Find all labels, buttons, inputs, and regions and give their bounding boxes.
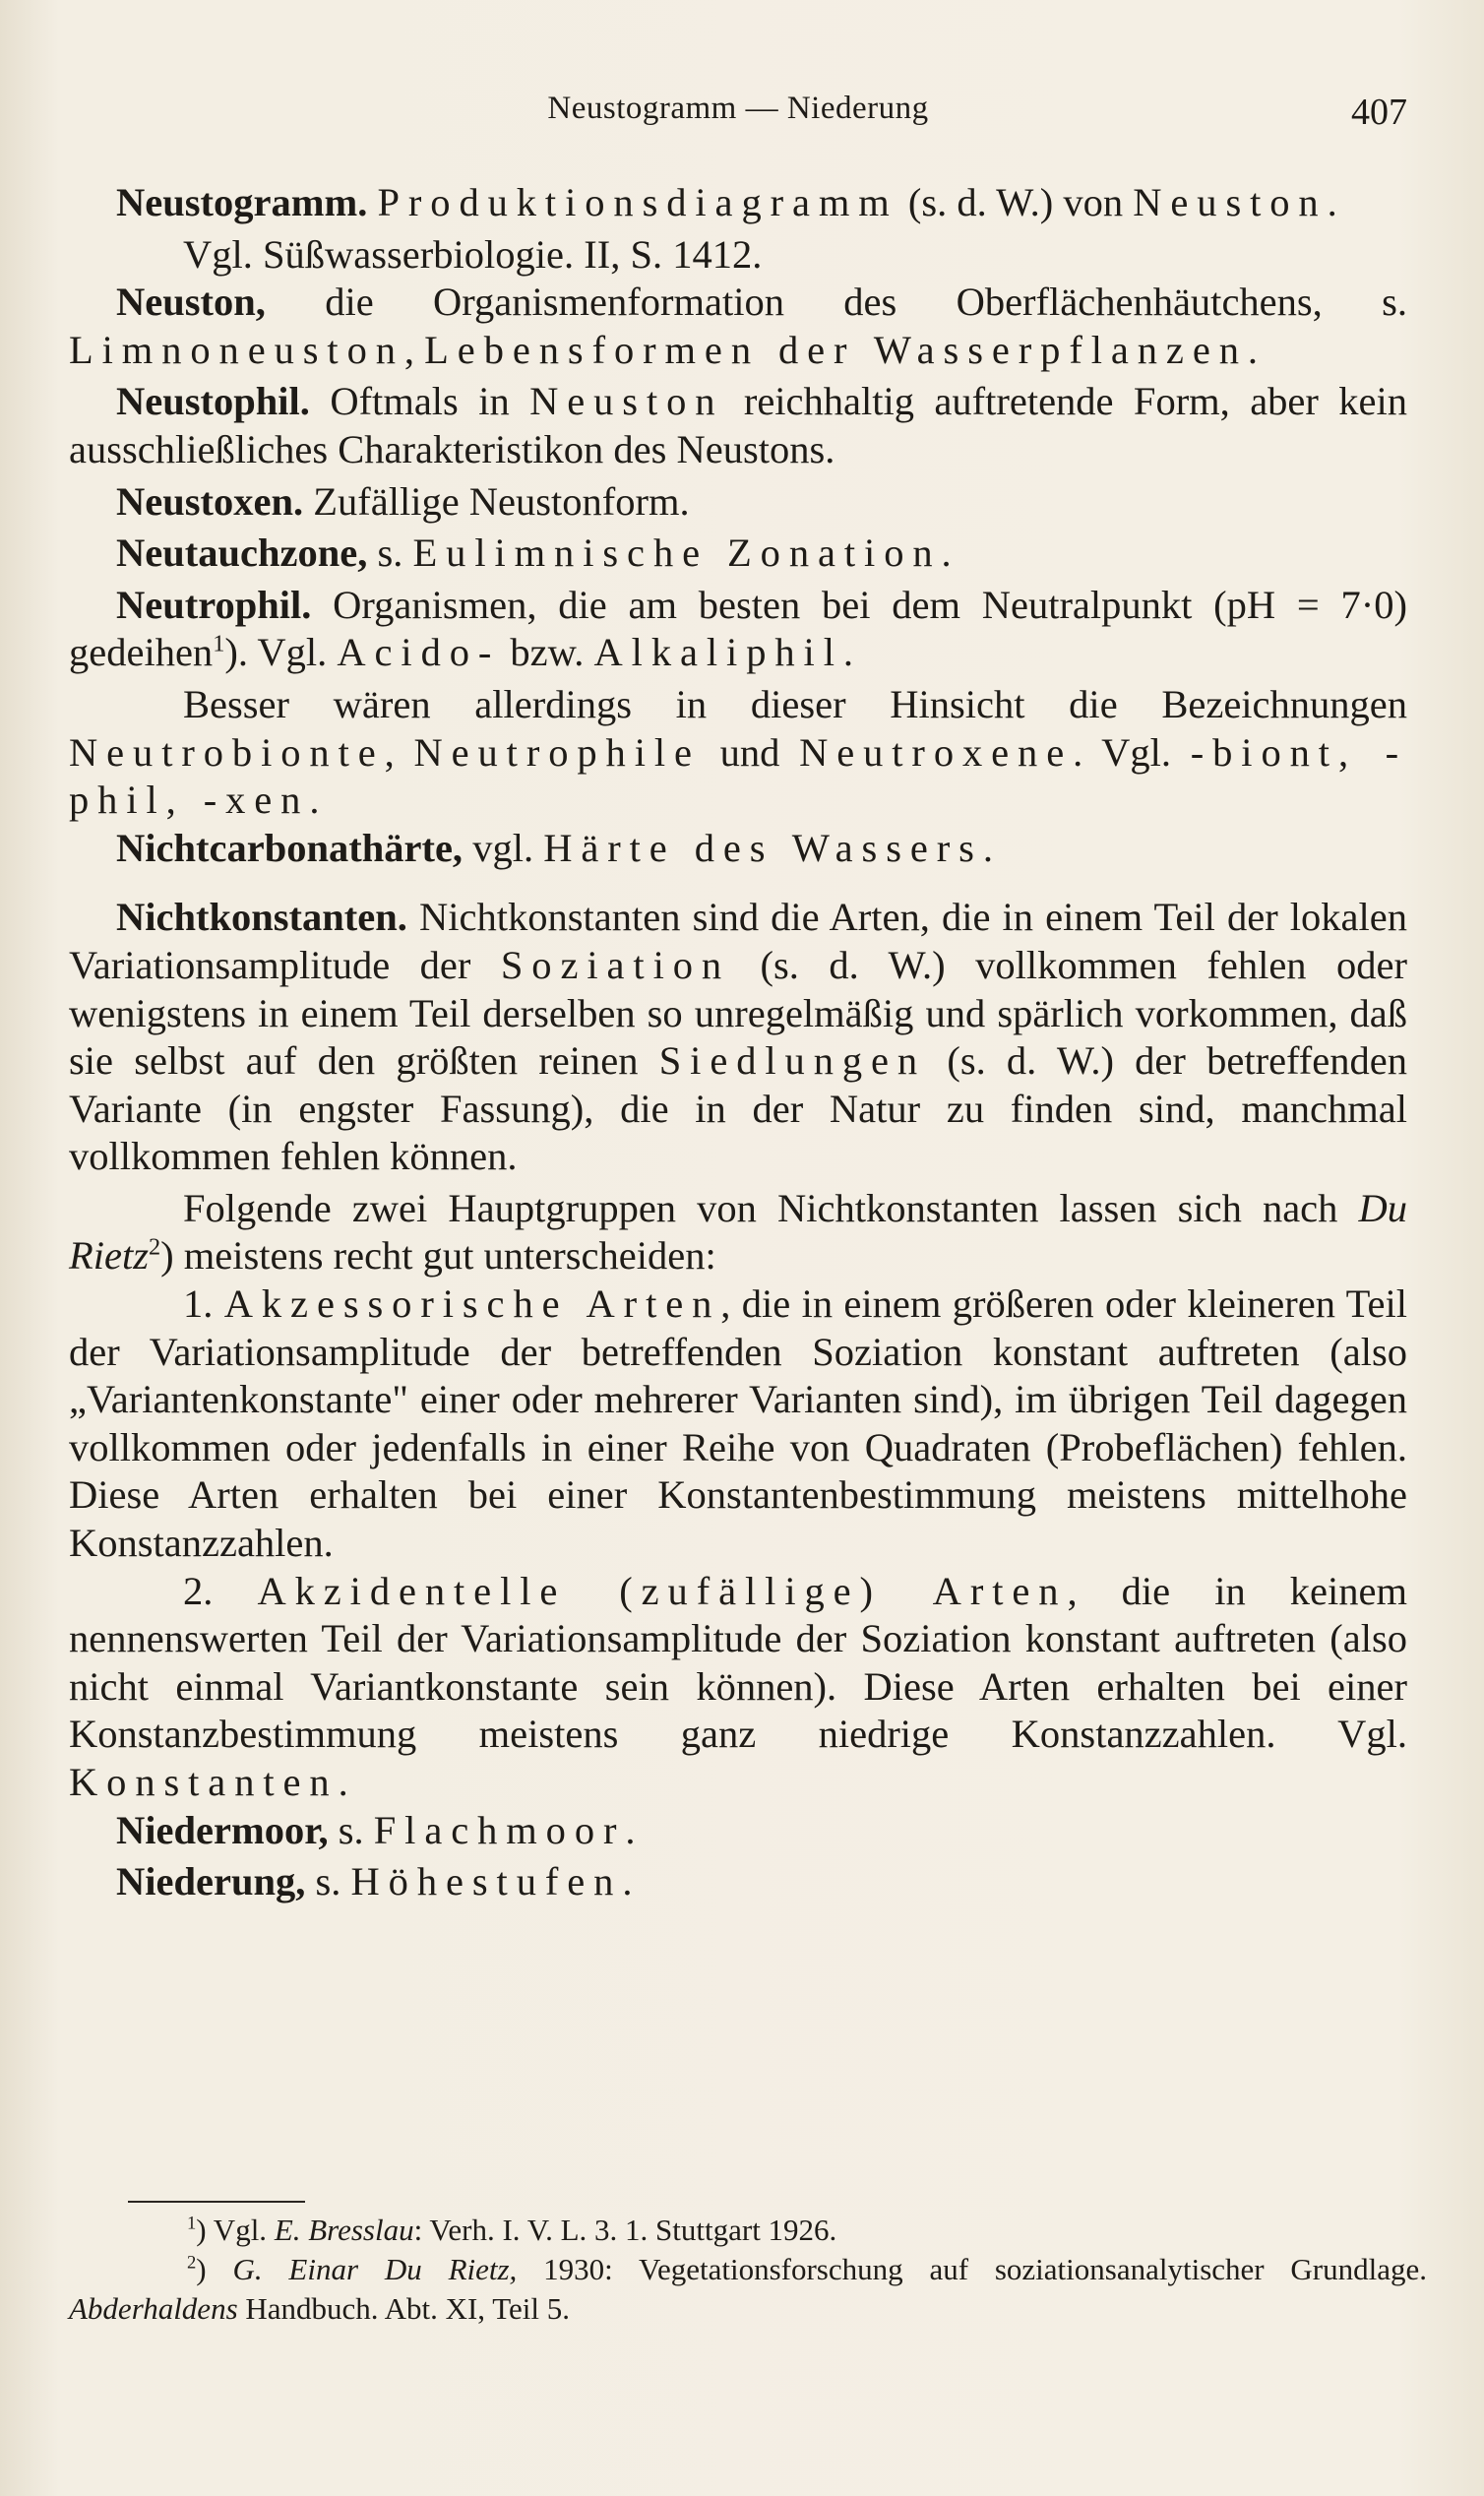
entry-head: Neustophil.	[116, 379, 310, 424]
entry-text: ,	[384, 729, 414, 775]
spaced-reference: Soziation	[500, 942, 731, 987]
entry-nichtcarbonathaerte	[69, 825, 1407, 873]
entry-neustoxen	[69, 478, 1407, 527]
author-name: Du Rietz	[69, 1185, 1407, 1279]
footnote-divider	[128, 2201, 305, 2203]
entry-head: Niedermoor,	[116, 1807, 329, 1852]
footnote-1	[69, 2211, 1427, 2250]
entry-text	[367, 180, 377, 224]
spaced-reference: Eulimnische Zonation	[412, 530, 942, 576]
footnote-text: )	[196, 2252, 233, 2286]
footnote-marker: 1	[213, 630, 225, 657]
footnote-mark: 2	[187, 2252, 197, 2274]
entry-continuation	[69, 681, 1407, 825]
author-name: G. Einar Du Rietz,	[232, 2252, 518, 2286]
entry-text: ,	[403, 327, 425, 372]
entry-niederung	[69, 1858, 1407, 1906]
entry-continuation	[69, 1185, 1407, 1280]
footnote-mark: 1	[187, 2213, 197, 2234]
entry-text: und	[700, 729, 800, 775]
entry-head: Niederung,	[116, 1859, 306, 1904]
entry-nichtkonstanten	[69, 894, 1407, 1181]
entry-neustogramm	[69, 179, 1407, 227]
footnote-text: 1930: Vegetationsforschung auf soziationsanalytischer Grundlage.	[517, 2252, 1428, 2286]
entry-neuston	[69, 279, 1407, 374]
entry-text: .	[1327, 180, 1337, 224]
entry-text: Folgende zwei Hauptgruppen von Nichtkonstanten lassen sich nach	[183, 1185, 1359, 1230]
entry-text: die Organismenformation des Oberflächenhäutchens, s.	[265, 280, 1407, 325]
entry-text: s.	[367, 530, 413, 576]
entry-text: Nichtkonstanten sind die Arten, die in einem Teil der lokalen Variationsamplitude der	[69, 895, 1407, 987]
entry-text: .	[842, 630, 853, 675]
entry-text: (s. d. W.) vollkommen fehlen oder wenigstens in einem Teil derselben so unregelmäßig und spärlich vorkommen, daß sie selbst auf den größten reinen	[69, 942, 1408, 1084]
entry-text: .	[622, 1859, 633, 1904]
entry-text: bzw.	[500, 630, 594, 675]
footnote-text: ) Vgl.	[196, 2213, 275, 2247]
dictionary-body	[69, 179, 1407, 1910]
entry-text: , die in keinem nennenswerten Teil der Variationsamplitude der Soziation konstant auftreten (also nicht einmal Variantkonstante sein können). Diese Arten erhalten bei einer Konstanzbestimmung meistens ganz niedrige Konstanzzahlen. Vgl.	[69, 1568, 1407, 1757]
spaced-reference: Siedlungen	[658, 1038, 927, 1084]
entry-head: Neustogramm.	[116, 180, 368, 224]
footnote-text: : Verh. I. V. L. 3. 1. Stuttgart 1926.	[413, 2213, 837, 2247]
entry-niedermoor	[69, 1807, 1407, 1855]
entry-neustophil	[69, 378, 1407, 473]
running-title: Neustogramm — Niederung	[547, 91, 929, 126]
entry-text: .	[1247, 327, 1258, 372]
entry-text: (s. d. W.) der betreffenden Variante (in engster Fassung), die in der Natur zu finden sind, manchmal vollkommen fehlen können.	[69, 1038, 1407, 1179]
entry-text: ) meistens recht gut unterscheiden:	[160, 1233, 716, 1279]
entry-head: Nichtcarbonathärte,	[116, 825, 464, 870]
footnotes	[69, 2211, 1427, 2329]
entry-text: .	[625, 1807, 636, 1852]
author-name: E. Bresslau	[274, 2213, 414, 2247]
entry-head: Neutauchzone,	[116, 530, 368, 576]
entry-text: 1.	[183, 1281, 224, 1327]
footnote-text: Handbuch. Abt. XI, Teil 5.	[237, 2291, 570, 2326]
entry-text: ). Vgl.	[224, 630, 338, 675]
spaced-reference: Höhestufen	[350, 1859, 623, 1904]
spaced-reference: Akzidentelle (zufällige) Arten	[257, 1568, 1068, 1613]
spaced-reference: Neutrophile	[413, 729, 701, 775]
spaced-reference: Neutrobionte	[69, 729, 385, 775]
list-item-akzessorisch	[69, 1280, 1407, 1568]
entry-text: Oftmals in	[309, 379, 530, 424]
entry-head: Neutrophil.	[116, 582, 312, 627]
footnote-2	[69, 2250, 1427, 2329]
entry-head: Neustoxen.	[116, 478, 304, 524]
entry-text: vgl.	[463, 825, 544, 870]
entry-text: Organismen, die am besten bei dem Neutralpunkt (pH = 7·0) gedeihen	[69, 582, 1407, 675]
spacer	[69, 876, 1407, 894]
entry-neutrophil	[69, 582, 1407, 677]
entry-text: .	[338, 1760, 348, 1804]
entry-text: Besser wären allerdings in dieser Hinsicht die Bezeichnungen	[183, 681, 1407, 726]
list-item-akzidentell	[69, 1568, 1407, 1807]
entry-text: .	[941, 530, 952, 576]
author-name: Abderhaldens	[69, 2291, 238, 2326]
spaced-reference: Flachmoor	[373, 1807, 626, 1852]
entry-text: (s. d. W.) von	[897, 180, 1134, 224]
entry-text: . Vgl.	[1073, 729, 1191, 775]
entry-text: , die in einem größeren oder kleineren Teil der Variationsamplitude der betreffenden Soziation konstant auftreten (also „Variantenkonstante" einer oder mehrerer Varianten sind), im übrigen Teil dagegen vollkommen oder jedenfalls in einer Reihe von Quadraten (Probeflächen) fehlen. Diese Arten erhalten bei einer Konstantenbestimmung meistens mittelhohe Konstanzzahlen.	[69, 1281, 1408, 1566]
entry-neutauchzone	[69, 530, 1407, 578]
spaced-reference: Lebensformen der Wasserpflanzen	[424, 327, 1248, 372]
entry-text: s.	[305, 1859, 351, 1904]
entry-text: Zufällige Neustonform.	[303, 478, 690, 524]
entry-text: s.	[328, 1807, 374, 1852]
entry-head: Neuston,	[116, 280, 266, 325]
spaced-reference: Konstanten	[69, 1760, 339, 1804]
page-number: 407	[1351, 92, 1407, 133]
spaced-reference: Neuston	[529, 379, 724, 424]
spaced-reference: Akzessorische Arten	[223, 1281, 721, 1327]
page-header	[69, 91, 1407, 140]
spaced-reference: Alkaliphil	[593, 630, 843, 675]
spaced-reference: Limnoneuston	[69, 327, 404, 372]
entry-text: .	[309, 778, 320, 823]
footnote-marker: 2	[148, 1233, 161, 1261]
entry-text: 2.	[183, 1568, 258, 1613]
spaced-reference: Acido-	[337, 630, 501, 675]
entry-continuation: Vgl. Süßwasserbiologie. II, S. 1412.	[183, 231, 763, 277]
spaced-reference: Härte des Wassers	[543, 825, 983, 870]
entry-text: .	[982, 825, 993, 870]
entry-head: Nichtkonstanten.	[116, 895, 407, 940]
spaced-reference: -biont, -phil, -xen	[69, 729, 1407, 823]
spaced-reference: Produktionsdiagramm	[377, 180, 898, 224]
spaced-reference: Neutroxene	[799, 729, 1074, 775]
entry-text: reichhaltig auftretende Form, aber kein ausschließliches Charakteristikon des Neustons.	[69, 379, 1408, 471]
spaced-reference: Neuston	[1133, 180, 1328, 224]
